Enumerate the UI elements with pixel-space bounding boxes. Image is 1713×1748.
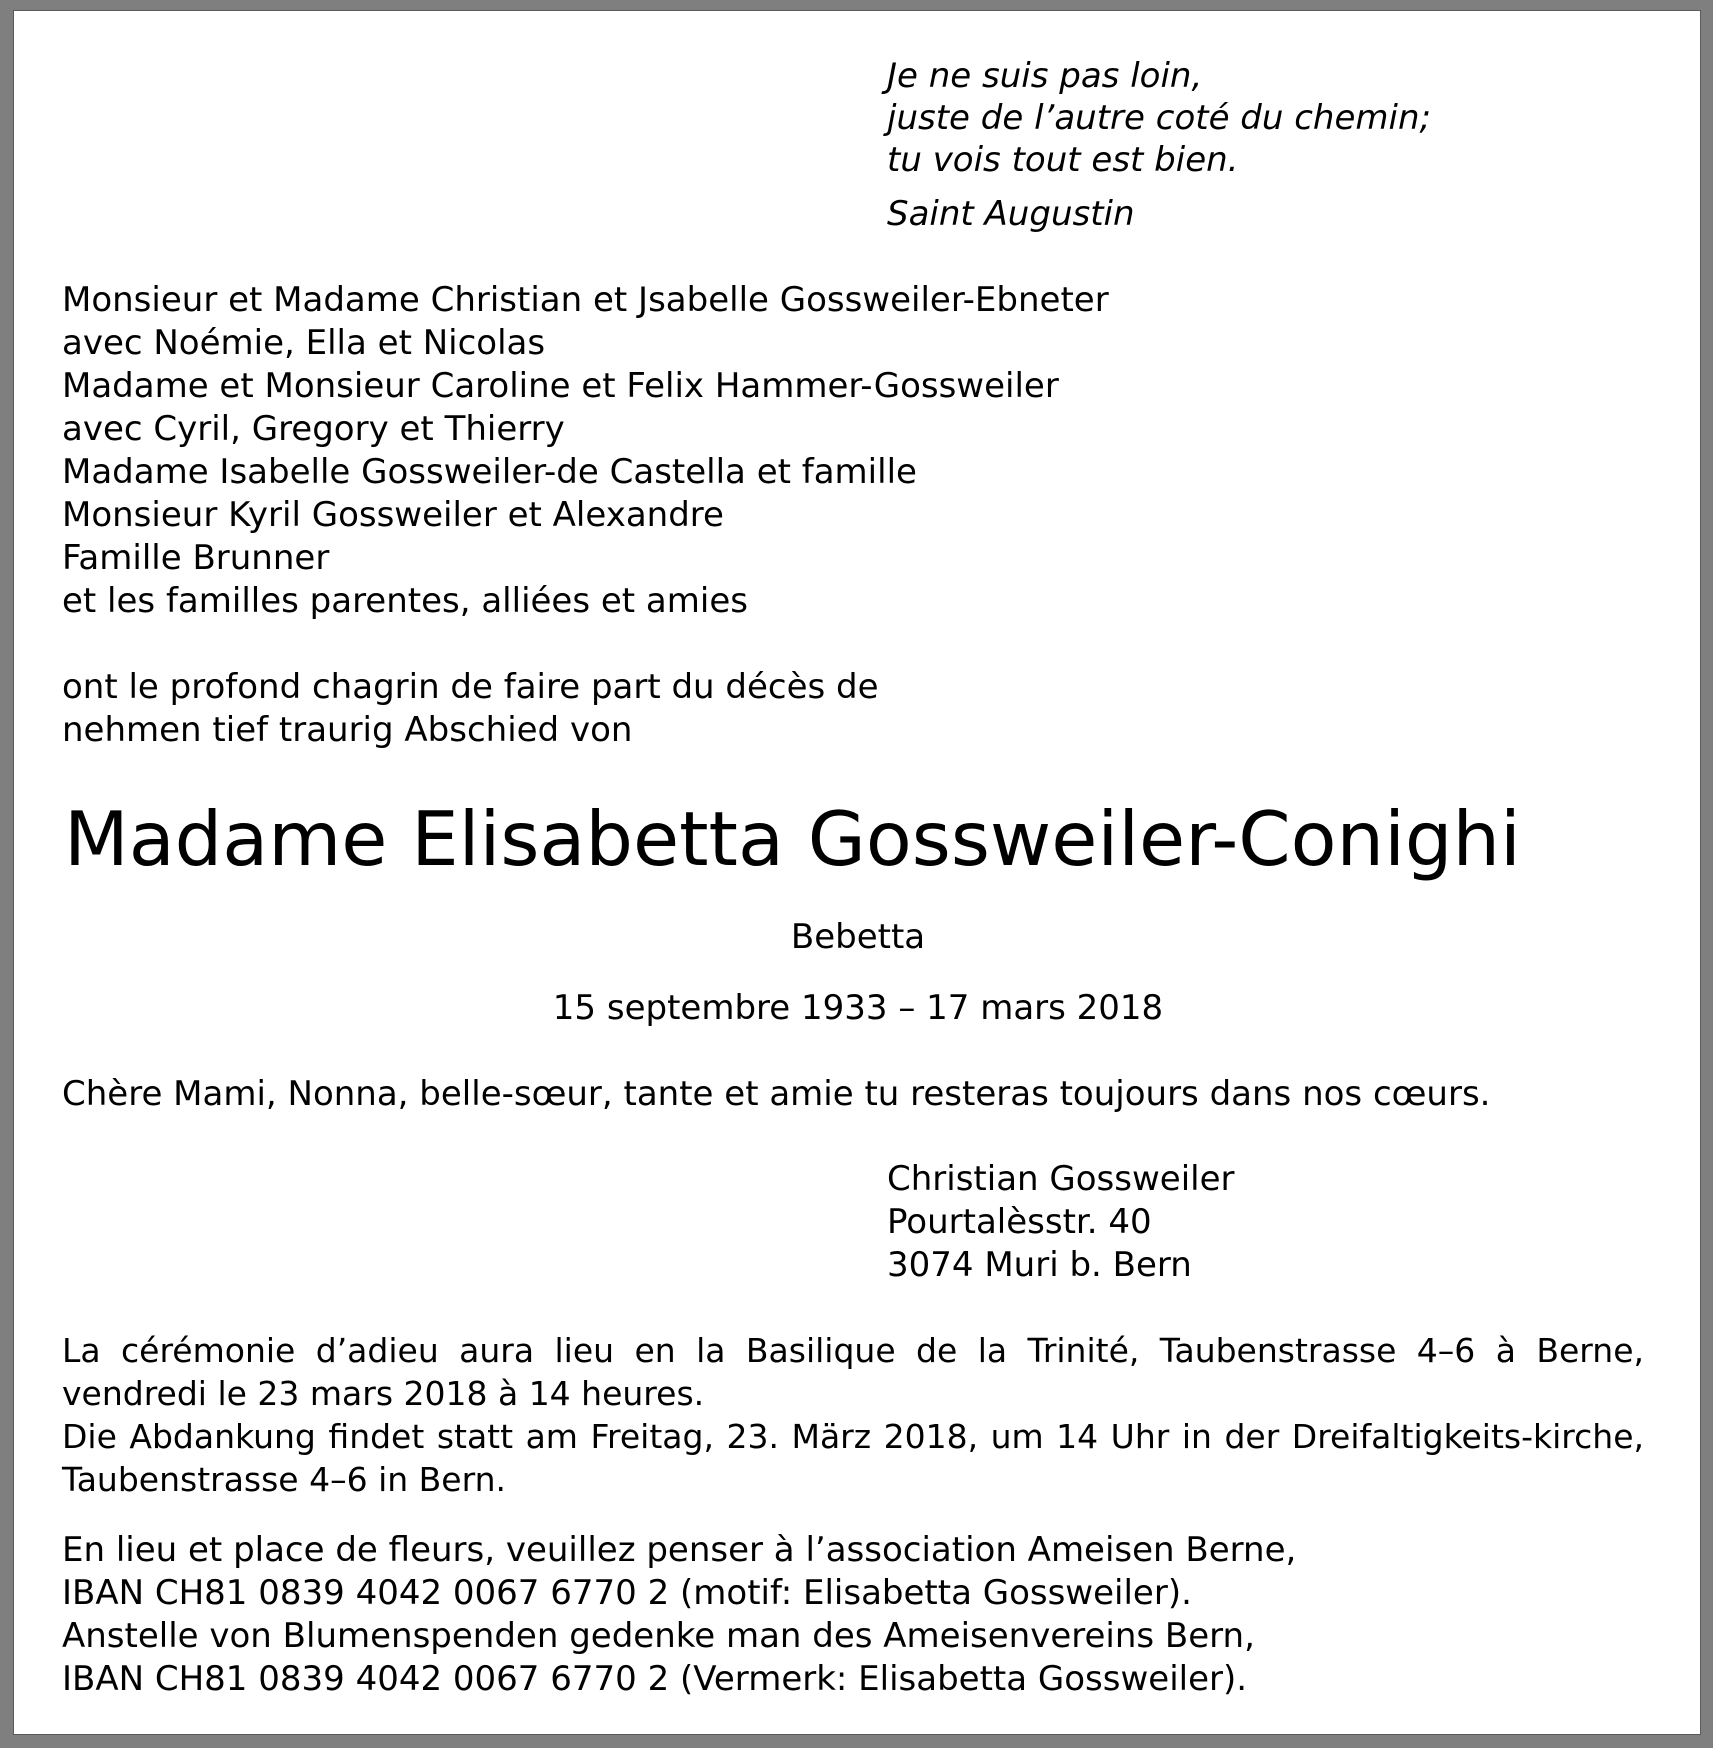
farewell-message: Chère Mami, Nonna, belle-sœur, tante et amie tu resteras toujours dans nos cœurs. [62, 1074, 1491, 1114]
contact-street: Pourtalèsstr. 40 [887, 1202, 1152, 1242]
announcement-line-fr: ont le profond chagrin de faire part du décès de [62, 667, 879, 707]
family-line: avec Noémie, Ella et Nicolas [62, 323, 546, 363]
ceremony-de [62, 1415, 1644, 1501]
life-dates: 15 septembre 1933 – 17 mars 2018 [552, 988, 1164, 1028]
quote-line: tu vois tout est bien. [887, 140, 1239, 180]
family-line: et les familles parentes, alliées et amies [62, 581, 748, 621]
announcement-line-de: nehmen tief traurig Abschied von [62, 710, 633, 750]
obituary-page [13, 10, 1701, 1735]
deceased-name: Madame Elisabetta Gossweiler-Conighi [64, 795, 1521, 883]
family-line: Madame et Monsieur Caroline et Felix Hammer-Gossweiler [62, 366, 1059, 406]
ceremony-fr-line: La cérémonie d’adieu aura lieu en la Basilique de la Trinité, Taubenstrasse 4–6 à [62, 1331, 1516, 1370]
donation-line: IBAN CH81 0839 4042 0067 6770 2 (Vermerk: Elisabetta Gossweiler). [62, 1659, 1248, 1699]
announcement [62, 666, 879, 752]
quote-line: Je ne suis pas loin, [887, 56, 1203, 96]
ceremony-de-line: Die Abdankung findet statt am Freitag, 23. März 2018, um 14 Uhr in der Dreifaltigkeits- [62, 1417, 1534, 1456]
quote-line: juste de l’autre coté du chemin; [887, 98, 1431, 138]
ceremony-info [62, 1329, 1644, 1501]
family-list [62, 279, 1109, 623]
family-line: avec Cyril, Gregory et Thierry [62, 409, 565, 449]
contact-address [887, 1158, 1235, 1287]
donation-line: IBAN CH81 0839 4042 0067 6770 2 (motif: Elisabetta Gossweiler). [62, 1573, 1192, 1613]
donation-line: Anstelle von Blumenspenden gedenke man des Ameisenvereins Bern, [62, 1616, 1255, 1656]
ceremony-de-line: kirche, Taubenstrasse 4–6 in Bern. [62, 1417, 1644, 1499]
donation-line: En lieu et place de fleurs, veuillez penser à l’association Ameisen Berne, [62, 1530, 1297, 1570]
family-line: Famille Brunner [62, 538, 330, 578]
family-line: Monsieur et Madame Christian et Jsabelle Gossweiler-Ebneter [62, 280, 1109, 320]
ceremony-fr-line: Berne, vendredi le 23 mars 2018 à 14 heures. [62, 1331, 1644, 1413]
family-line: Monsieur Kyril Gossweiler et Alexandre [62, 495, 724, 535]
ceremony-fr [62, 1329, 1644, 1415]
contact-city: 3074 Muri b. Bern [887, 1245, 1192, 1285]
quote-author: Saint Augustin [887, 194, 1135, 234]
donation-info [62, 1529, 1296, 1701]
contact-name: Christian Gossweiler [887, 1159, 1235, 1199]
quote-block [887, 55, 1431, 181]
family-line: Madame Isabelle Gossweiler-de Castella et famille [62, 452, 917, 492]
deceased-nickname: Bebetta [790, 917, 926, 957]
